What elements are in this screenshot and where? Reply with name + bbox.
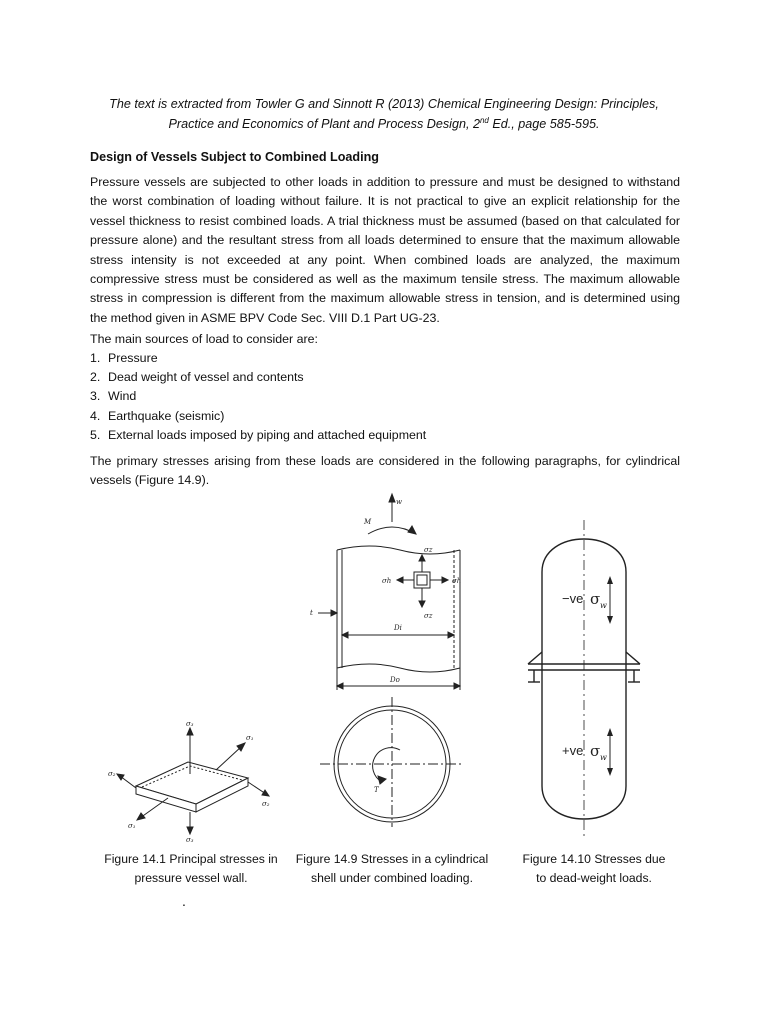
label-sigma-upper: σ [590, 590, 601, 608]
arrowhead [187, 728, 193, 735]
paragraph-line: stress in compression is different from the maximum allowable stress in tension, and is determined using [90, 291, 680, 306]
arrowhead [448, 632, 454, 638]
list-number: 3. [90, 389, 101, 404]
label-negative-ve: −ve [562, 591, 584, 606]
arrowhead [607, 728, 613, 736]
label-w: w [396, 498, 402, 506]
label-sigma-upper-sub: w [600, 601, 607, 610]
list-item [90, 426, 426, 445]
paragraph-line: compressive stress must be considered as well as the maximum tensile stress. The maximum allowable [90, 272, 680, 287]
support-gusset-right [626, 652, 640, 664]
list-text: External loads imposed by piping and attached equipment [108, 427, 427, 442]
figure-14-10-diagram [522, 510, 652, 840]
paragraph-line: stress intensity is not exceeded at any point. When combined loads are analyzed, the maximum [90, 252, 680, 267]
list-number: 4. [90, 408, 101, 423]
section-heading: Design of Vessels Subject to Combined Loading [90, 150, 379, 164]
arrowhead [137, 813, 145, 820]
caption-line: Figure 14.1 Principal stresses in [104, 852, 278, 866]
citation-line-2-end: Ed., page 585-595. [488, 117, 600, 131]
stress-element [414, 572, 430, 588]
paragraph-line: vessels (Figure 14.9). [90, 473, 210, 488]
sigma1-in [140, 798, 168, 818]
figure-14-1-diagram [108, 718, 278, 843]
arrowhead [262, 790, 269, 796]
arrowhead [187, 827, 193, 834]
shell-bottom-edge [337, 664, 460, 672]
list-item [90, 368, 426, 387]
arrowhead [117, 774, 124, 780]
label-sigma2-left: σ₂ [108, 770, 116, 778]
shell-top-edge [337, 546, 460, 554]
citation-line-2-text: Practice and Economics of Plant and Process Design, 2 [168, 117, 480, 131]
paragraph-line: pressure alone) and the resultant stress from all loads determined to ensure that the maximum allowable [90, 233, 680, 248]
label-sigma-h-left: σh [382, 577, 392, 585]
caption-line: to dead-weight loads. [536, 871, 652, 885]
sigma1-out [216, 746, 242, 770]
citation-line-1: The text is extracted from Towler G and Sinnott R (2013) Chemical Engineering Design: Principles, [109, 97, 659, 111]
paragraph-line: Pressure vessels are subjected to other loads in addition to pressure and must be designed to withstand [90, 175, 680, 189]
paragraph-combined-loading [90, 173, 680, 328]
label-sigma-z-bottom: σz [424, 612, 433, 620]
list-text: Earthquake (seismic) [108, 408, 225, 423]
arrowhead [419, 555, 425, 561]
torque-arc [373, 748, 400, 782]
citation-line-2 [60, 114, 708, 134]
label-sigma1-bottom: σ₁ [128, 822, 136, 830]
load-sources-list [90, 349, 426, 445]
figure-14-10-caption [506, 850, 682, 888]
citation [60, 94, 708, 134]
list-item [90, 349, 426, 368]
list-text: Wind [108, 389, 137, 404]
list-number: 5. [90, 427, 101, 442]
label-sigma3-top: σ₃ [186, 720, 194, 728]
stress-element-inner [417, 575, 427, 585]
label-sigma-lower: σ [590, 742, 601, 760]
list-item [90, 407, 426, 426]
arrowhead [454, 683, 460, 689]
arrowhead [419, 601, 425, 607]
label-sigma1-top: σ₁ [246, 734, 254, 742]
caption-line: Figure 14.9 Stresses in a cylindrical [295, 852, 489, 866]
arrowhead [607, 576, 613, 584]
caption-line: Figure 14.10 Stresses due [522, 852, 666, 866]
list-text: Dead weight of vessel and contents [108, 370, 304, 385]
paragraph-line: the method given in ASME BPV Code Sec. VIII D.1 Part UG-23. [90, 310, 440, 325]
moment-arrowhead [408, 526, 416, 534]
label-m: M [364, 518, 372, 526]
list-text: Pressure [108, 351, 158, 365]
label-sigma-h-right: σh [452, 577, 462, 585]
list-item [90, 387, 426, 406]
support-gusset-left [528, 652, 542, 664]
list-number: 1. [90, 351, 101, 365]
label-di: Di [394, 624, 402, 632]
label-t-torque: T [374, 786, 379, 794]
label-positive-ve: +ve [562, 743, 584, 758]
paragraph-line: The primary stresses arising from these loads are considered in the following paragraphs, for cylindrical [90, 454, 680, 468]
label-t: t [310, 609, 313, 617]
figure-14-9-diagram [300, 492, 480, 827]
arrowhead [607, 616, 613, 624]
label-sigma2-right: σ₂ [262, 800, 270, 808]
w-arrowhead [389, 494, 395, 502]
arrowhead [607, 768, 613, 776]
label-sigma-lower-sub: w [600, 753, 607, 762]
arrowhead [397, 577, 403, 583]
figure-14-1-caption [96, 850, 286, 888]
paragraph-line: the worst combination of loading without failure. It is not practical to give an explicit relationship for the [90, 194, 680, 209]
caption-line: pressure vessel wall. [134, 871, 248, 885]
torque-arrowhead [378, 776, 386, 784]
paragraph-primary-stresses [90, 452, 680, 491]
label-sigma-z-top: σz [424, 546, 433, 554]
caption-line: shell under combined loading. [311, 871, 473, 885]
arrowhead [442, 577, 448, 583]
trailing-dot: . [182, 893, 186, 909]
arrowhead [342, 632, 348, 638]
arrowhead [331, 610, 337, 616]
list-intro: The main sources of load to consider are: [90, 332, 318, 346]
citation-superscript: nd [479, 115, 489, 125]
label-sigma3-bottom: σ₃ [186, 836, 194, 843]
label-do: Do [390, 676, 400, 684]
figure-14-9-caption [292, 850, 492, 888]
arrowhead [337, 683, 343, 689]
paragraph-line: vessel thickness to resist combined loads. A trial thickness must be assumed (based on that calculated for [90, 213, 680, 228]
list-number: 2. [90, 370, 101, 385]
